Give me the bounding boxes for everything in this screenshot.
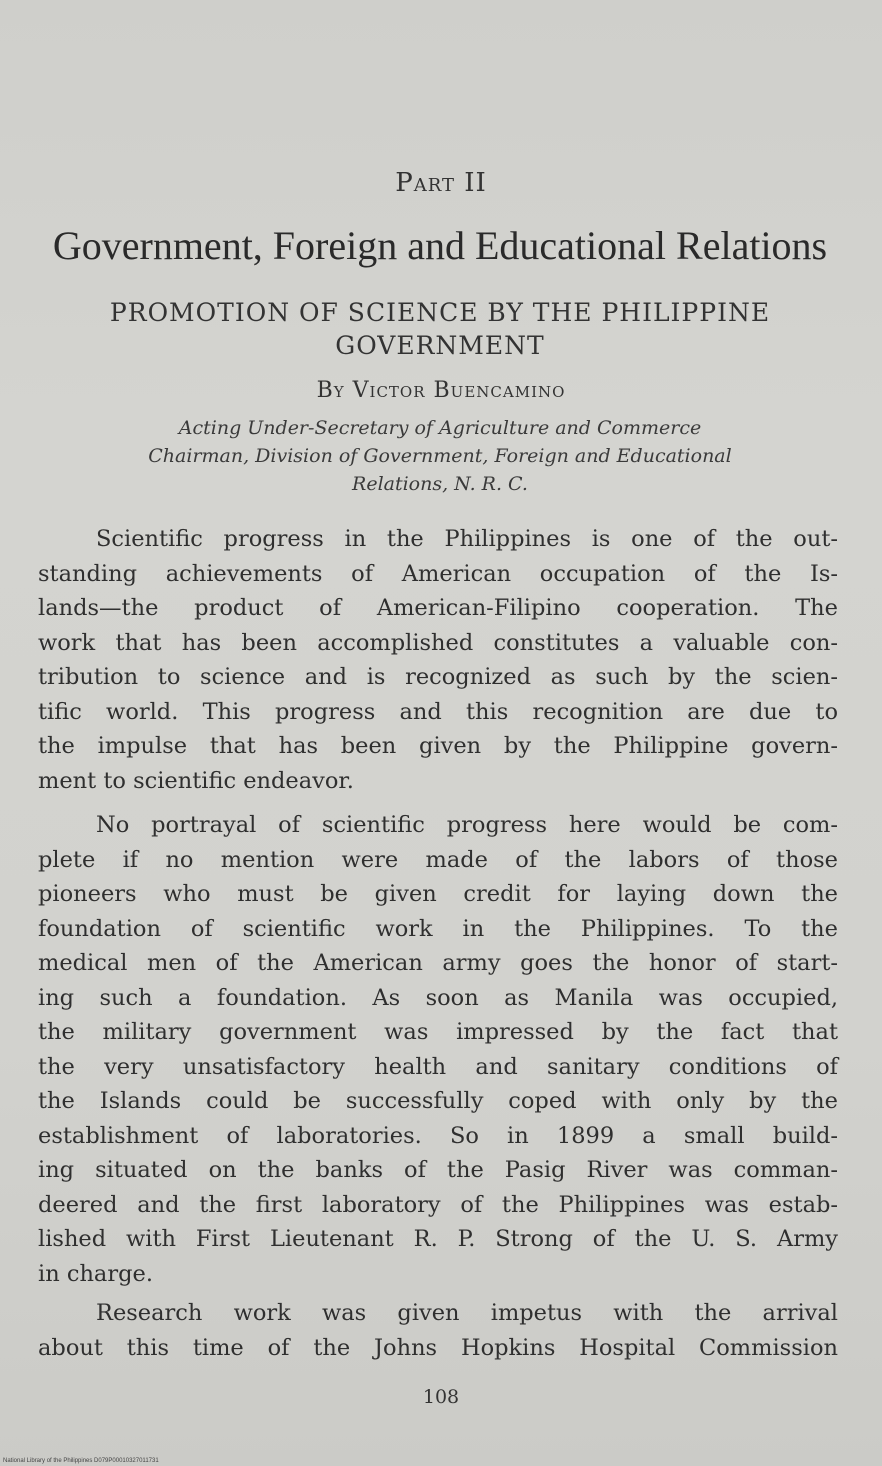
affiliation-line: Acting Under-Secretary of Agriculture and Commerce <box>178 417 702 439</box>
text-line: tific world. This progress and this recognition are due to <box>38 698 838 725</box>
text-line: deered and the first laboratory of the Philippines was estab- <box>38 1191 838 1218</box>
page-number: 108 <box>422 1386 460 1408</box>
author-affiliation <box>40 414 840 498</box>
affiliation-line: Relations, N. R. C. <box>352 473 528 495</box>
text-line: about this time of the Johns Hopkins Hospital Commission <box>38 1334 838 1361</box>
text-line: ment to scientific endeavor. <box>38 767 354 794</box>
text-line: establishment of laboratories. So in 1899 a small build- <box>38 1122 838 1149</box>
affiliation-line: Chairman, Division of Government, Foreign and Educational <box>148 445 732 467</box>
text-line: the very unsatisfactory health and sanitary conditions of <box>38 1053 838 1080</box>
text-line: in charge. <box>38 1260 153 1287</box>
text-line: ing such a foundation. As soon as Manila was occupied, <box>38 984 838 1011</box>
text-line: the military government was impressed by the fact that <box>38 1019 838 1045</box>
main-title: Government, Foreign and Educational Relations <box>52 223 828 268</box>
body-paragraph <box>38 1296 838 1365</box>
part-heading: Part II <box>395 168 487 198</box>
text-line: the Islands could be successfully coped with only by the <box>38 1088 838 1114</box>
body-paragraph <box>38 522 838 798</box>
text-line: the impulse that has been given by the Philippine govern- <box>38 733 838 759</box>
text-line: foundation of scientific work in the Philippines. To the <box>38 915 838 942</box>
footer-credit: National Library of the Philippines D079P00010327011731 <box>3 1458 159 1464</box>
text-line: Research work was given impetus with the arrival <box>96 1300 838 1326</box>
text-line: pioneers who must be given credit for laying down the <box>38 881 838 907</box>
article-title-line: PROMOTION OF SCIENCE BY THE PHILIPPINE <box>109 298 771 327</box>
text-line: lands—the product of American-Filipino cooperation. The <box>38 595 838 621</box>
text-line: tribution to science and is recognized as such by the scien- <box>38 664 838 690</box>
text-line: Scientific progress in the Philippines is one of the out- <box>96 526 838 552</box>
text-line: lished with First Lieutenant R. P. Strong of the U. S. Army <box>38 1226 838 1252</box>
text-line: plete if no mention were made of the labors of those <box>38 846 838 873</box>
text-line: medical men of the American army goes the honor of start- <box>38 950 838 976</box>
text-line: No portrayal of scientific progress here would be com- <box>96 812 838 838</box>
article-title <box>50 296 830 362</box>
text-line: work that has been accomplished constitutes a valuable con- <box>38 629 838 656</box>
body-paragraph <box>38 808 838 1291</box>
text-line: ing situated on the banks of the Pasig River was comman- <box>38 1157 838 1183</box>
article-title-line: GOVERNMENT <box>335 331 545 360</box>
author-byline: By Victor Buencamino <box>316 378 566 403</box>
text-line: standing achievements of American occupation of the Is- <box>38 560 838 587</box>
